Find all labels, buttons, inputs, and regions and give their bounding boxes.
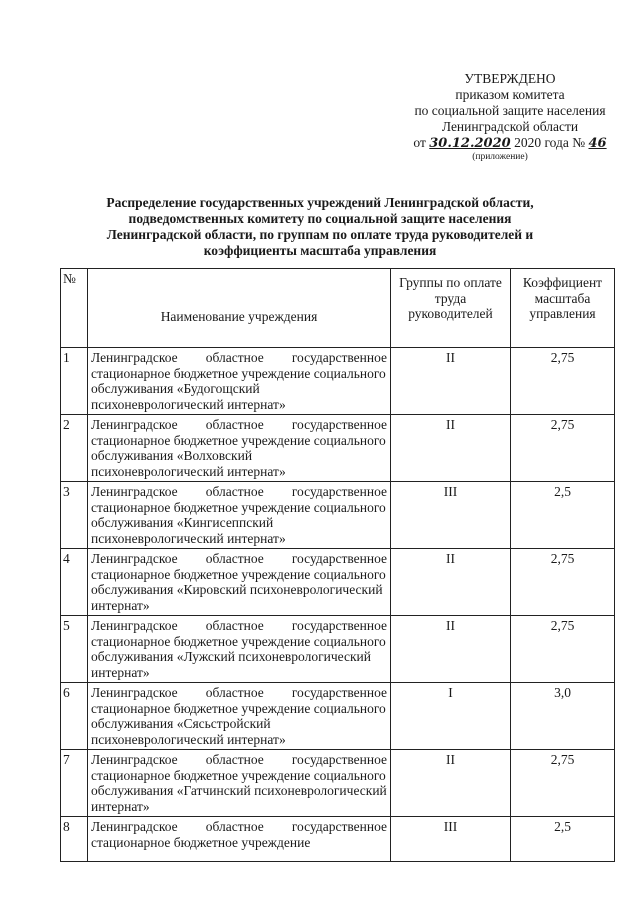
pay-group: II	[391, 549, 511, 616]
institution-name-rest: стационарное бюджетное учреждение социального обслуживания «Лужский психоневрологический интернат»	[91, 633, 386, 680]
institution-name	[88, 549, 391, 616]
pay-group: I	[391, 683, 511, 750]
row-number: 7	[61, 750, 88, 817]
institution-name-line1: Ленинградское областное государственное	[91, 752, 387, 767]
handwritten-date: 30.12.2020	[429, 136, 511, 151]
scale-coefficient: 2,5	[511, 817, 615, 862]
institution-name-line1: Ленинградское областное государственное	[91, 618, 387, 633]
date-prefix: от	[413, 135, 426, 150]
scale-coefficient: 3,0	[511, 683, 615, 750]
scale-coefficient: 2,75	[511, 616, 615, 683]
institution-name-line1: Ленинградское областное государственное	[91, 551, 387, 566]
pay-group: II	[391, 616, 511, 683]
document-title: Распределение государственных учреждений Ленинградской области, подведомственных комитету по социальной защите населения Ленинградской области, по группам по оплате труда руководителей и коэффициенты масштаба управления	[106, 195, 534, 258]
scale-coefficient: 2,75	[511, 549, 615, 616]
row-number: 3	[61, 482, 88, 549]
institution-name	[88, 683, 391, 750]
table-row	[61, 348, 615, 415]
scale-coefficient: 2,75	[511, 750, 615, 817]
row-number: 5	[61, 616, 88, 683]
scale-coefficient: 2,75	[511, 348, 615, 415]
approval-order-line: приказом комитета	[455, 87, 565, 102]
institution-name-rest: стационарное бюджетное учреждение социального обслуживания «Кировский психоневрологический интернат»	[91, 566, 386, 613]
approval-heading: УТВЕРЖДЕНО	[464, 71, 556, 86]
institution-name-line1: Ленинградское областное государственное	[91, 484, 387, 499]
institution-name-rest: стационарное бюджетное учреждение социального обслуживания «Гатчинский психоневрологический интернат»	[91, 767, 387, 814]
date-suffix: 2020 года №	[514, 135, 586, 150]
scale-coefficient: 2,5	[511, 482, 615, 549]
institution-name-rest: стационарное бюджетное учреждение социального обслуживания «Волховский психоневрологический интернат»	[91, 432, 386, 479]
institution-name-line1: Ленинградское областное государственное	[91, 685, 387, 700]
appendix-note: (приложение)	[472, 152, 528, 162]
institution-name	[88, 616, 391, 683]
scale-coefficient: 2,75	[511, 415, 615, 482]
table-row	[61, 750, 615, 817]
row-number: 1	[61, 348, 88, 415]
table-row	[61, 817, 615, 862]
institution-name-line1: Ленинградское областное государственное	[91, 819, 387, 834]
table-row	[61, 415, 615, 482]
pay-group: III	[391, 482, 511, 549]
table-row	[61, 683, 615, 750]
institution-name-line1: Ленинградское областное государственное	[91, 417, 387, 432]
institution-name	[88, 750, 391, 817]
header-group: Группы по оплате труда руководителей	[391, 269, 511, 348]
header-name: Наименование учреждения	[88, 269, 391, 348]
pay-group: II	[391, 750, 511, 817]
institution-name	[88, 482, 391, 549]
institution-name-line1: Ленинградское областное государственное	[91, 350, 387, 365]
table-header-row	[61, 269, 615, 348]
handwritten-number: 46	[588, 136, 607, 151]
pay-group: II	[391, 348, 511, 415]
institution-name-rest: стационарное бюджетное учреждение	[91, 834, 311, 850]
institution-name	[88, 348, 391, 415]
institution-name-rest: стационарное бюджетное учреждение социального обслуживания «Будогощский психоневрологический интернат»	[91, 365, 386, 412]
pay-group: II	[391, 415, 511, 482]
row-number: 2	[61, 415, 88, 482]
approval-date-line	[395, 135, 625, 152]
approval-block	[395, 71, 625, 162]
approval-region-line: Ленинградской области	[441, 119, 579, 134]
pay-group: III	[391, 817, 511, 862]
header-number: №	[61, 269, 88, 348]
institution-name-rest: стационарное бюджетное учреждение социального обслуживания «Кингисеппский психоневрологический интернат»	[91, 499, 386, 546]
approval-committee-line: по социальной защите населения	[414, 103, 606, 118]
institution-name	[88, 415, 391, 482]
institutions-table	[60, 268, 615, 862]
table-row	[61, 549, 615, 616]
institution-name-rest: стационарное бюджетное учреждение социального обслуживания «Сясьстройский психоневрологический интернат»	[91, 700, 386, 747]
table-row	[61, 482, 615, 549]
institution-name	[88, 817, 391, 862]
row-number: 4	[61, 549, 88, 616]
row-number: 8	[61, 817, 88, 862]
header-coefficient: Коэффициент масштаба управления	[511, 269, 615, 348]
row-number: 6	[61, 683, 88, 750]
table-row	[61, 616, 615, 683]
